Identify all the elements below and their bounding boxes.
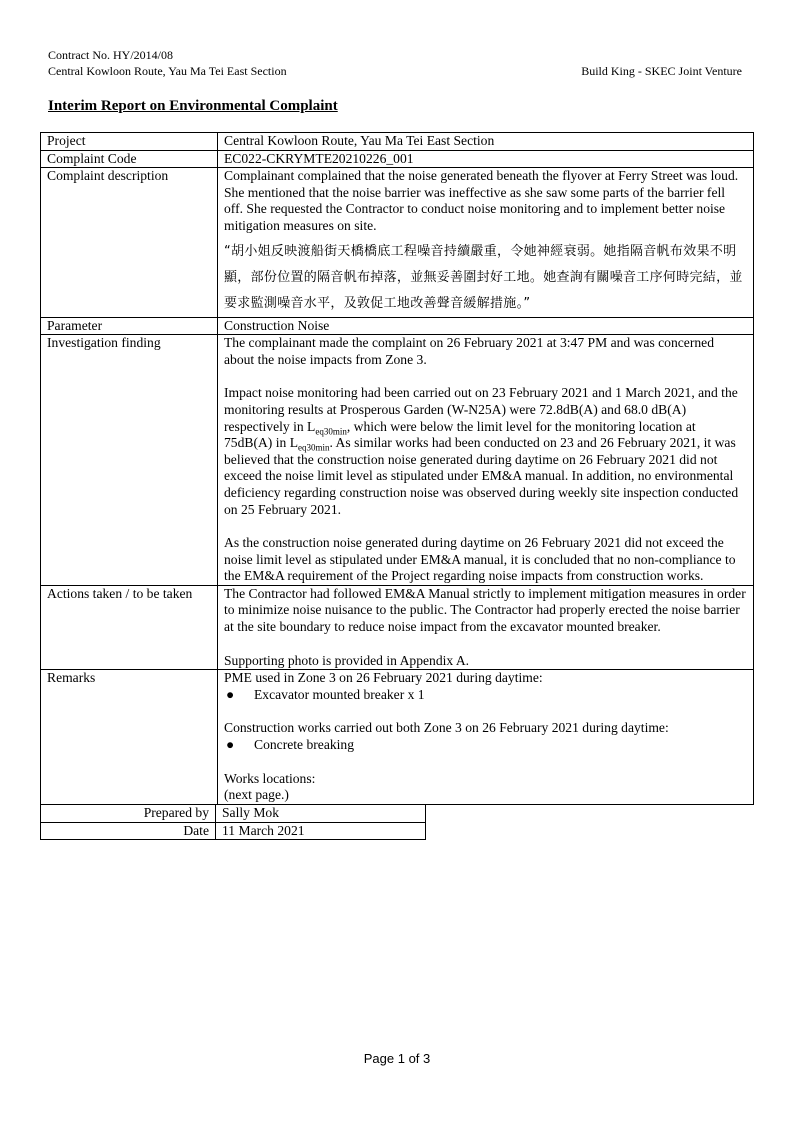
works-locations-note: (next page.): [224, 787, 289, 803]
finding-paragraph-2: Impact noise monitoring had been carried out on 23 February 2021 and 1 March 2021, and the monitoring results at Prosperous Garden (W-N25A) were 72.8dB(A) and 68.0 dB(A) respectively in $L_{eq30min}$, which were below the limit level for the monitoring location at 75dB(A) in $L_{eq30min}$. As similar works had been conducted on 23 and 26 February 2021, it was believed that the construction noise generated during daytime on 26 February 2021 did not exceed the noise limit level as stipulated under EM&A manual. In addition, no environmental deficiency regarding construction noise was observed during weekly site inspection conducted on 25 February 2021.: [224, 385, 739, 517]
bullet-icon: ●: [226, 737, 235, 753]
actions-paragraph-1: The Contractor had followed EM&A Manual strictly to implement mitigation measures in order to minimize noise nuisance to the public. The Contractor had properly erected the noise barrier at the site boundary to reduce noise impact from the excavator mounted breaker.: [224, 585, 746, 635]
page-number: Page 1 of 3: [363, 1051, 431, 1066]
project-line: Central Kowloon Route, Yau Ma Tei East Section: [48, 64, 287, 78]
complaint-table: [40, 132, 754, 805]
investigation-finding-label: Investigation finding: [41, 335, 218, 586]
row-investigation-finding: [41, 335, 754, 586]
works-locations-heading: Works locations:: [224, 770, 316, 786]
complaint-description-en: Complainant complained that the noise generated beneath the flyover at Ferry Street was loud. She mentioned that the noise barrier was ineffective as she saw some parts of the barrier fell off. She requested the Contractor to conduct noise monitoring and to implement better noise mitigation measures on site.: [224, 168, 739, 233]
parameter-label: Parameter: [41, 317, 218, 335]
project-label: Project: [41, 133, 218, 151]
finding-paragraph-3: As the construction noise generated during daytime on 26 February 2021 did not exceed the noise limit level as stipulated under EM&A manual, it is concluded that no non-compliance to the EM&A requirement of the Project regarding noise impacts from construction works.: [224, 535, 736, 584]
row-project: [41, 133, 754, 151]
leq-unit: $L_{eq30min}$: [307, 418, 347, 437]
actions-cell: [218, 585, 754, 669]
row-complaint-description: [41, 168, 754, 317]
row-complaint-code: [41, 150, 754, 168]
company-name: Build King - SKEC Joint Venture: [581, 64, 742, 78]
complaint-code-label: Complaint Code: [41, 150, 218, 168]
complaint-description-label: Complaint description: [41, 168, 218, 317]
works-list-item: ● Concrete breaking: [226, 737, 355, 753]
prepared-by-label: Prepared by: [41, 805, 216, 823]
pme-list-item: ● Excavator mounted breaker x 1: [226, 686, 425, 702]
row-actions: [41, 585, 754, 669]
prepared-by-value: Sally Mok: [216, 805, 426, 823]
row-remarks: [41, 670, 754, 805]
complaint-description-cell: [218, 168, 754, 317]
row-prepared-by: [41, 805, 426, 823]
date-label: Date: [41, 822, 216, 840]
parameter-value: Construction Noise: [218, 317, 754, 335]
contract-number: Contract No. HY/2014/08: [48, 48, 173, 62]
remarks-cell: [218, 670, 754, 805]
leq-unit: $L_{eq30min}$: [289, 435, 330, 453]
actions-paragraph-2: Supporting photo is provided in Appendix A.: [224, 652, 470, 668]
remarks-label: Remarks: [41, 670, 218, 805]
investigation-finding-cell: [218, 335, 754, 586]
project-value: Central Kowloon Route, Yau Ma Tei East Section: [218, 133, 754, 151]
date-value: 11 March 2021: [216, 822, 426, 840]
row-date: [41, 822, 426, 840]
report-title: Interim Report on Environmental Complaint: [48, 98, 338, 114]
row-parameter: [41, 317, 754, 335]
complaint-description-zh: “胡小姐反映渡船街天橋橋底工程噪音持續嚴重，令她神經衰弱。她指隔音帆布效果不明顯，部份位置的隔音帆布掉落，並無妥善圍封好工地。她查詢有關噪音工序何時完結，並要求監測噪音水平，及敦促工地改善聲音緩解措施。”: [224, 243, 743, 311]
bullet-icon: ●: [226, 686, 235, 702]
works-heading: Construction works carried out both Zone 3 on 26 February 2021 during daytime:: [224, 720, 669, 736]
actions-label: Actions taken / to be taken: [41, 585, 218, 669]
complaint-code-value: EC022-CKRYMTE20210226_001: [218, 150, 754, 168]
signoff-table: [40, 804, 426, 840]
finding-paragraph-1: The complainant made the complaint on 26 February 2021 at 3:47 PM and was concerned about the noise impacts from Zone 3.: [224, 335, 714, 367]
pme-heading: PME used in Zone 3 on 26 February 2021 during daytime:: [224, 670, 543, 686]
